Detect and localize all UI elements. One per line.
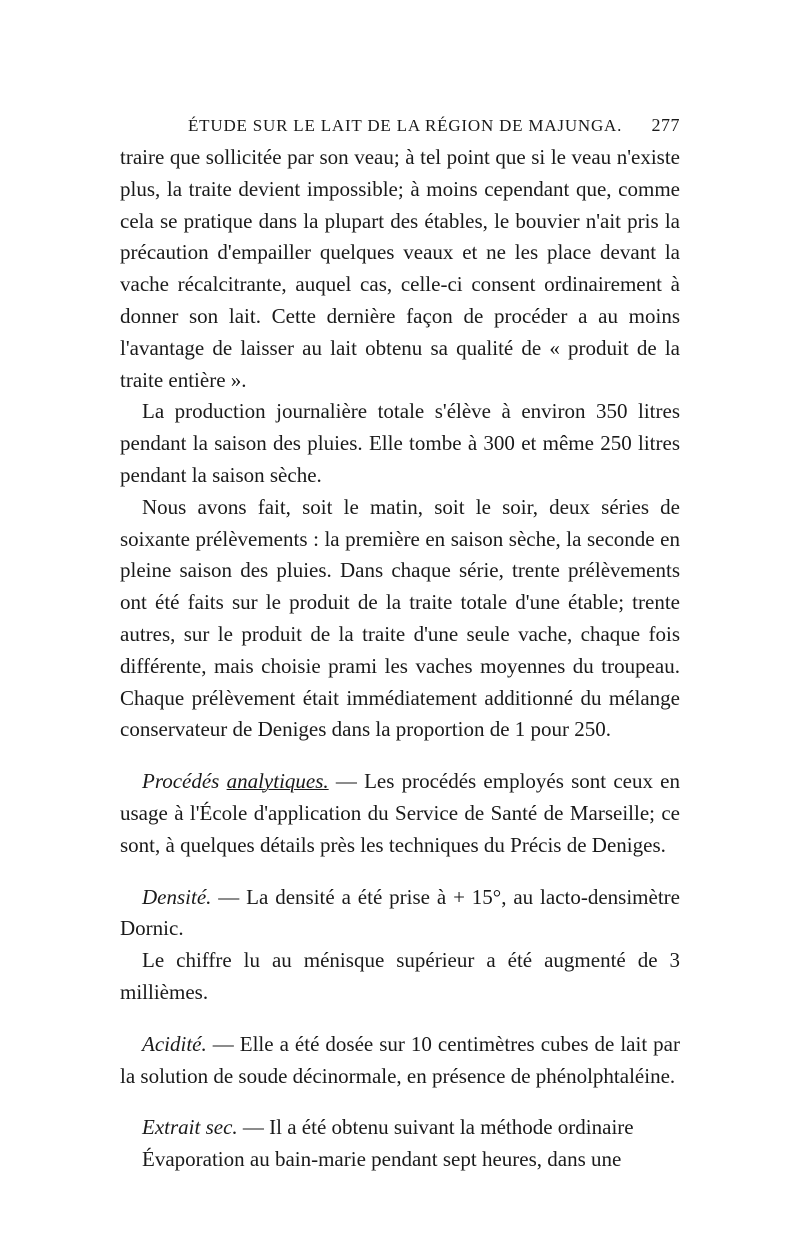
section-heading-acidite: Acidité. [142, 1031, 207, 1056]
section-text-extrait: — Il a été obtenu suivant la méthode ordinaire [237, 1115, 634, 1140]
paragraph-prelevements: Nous avons fait, soit le matin, soit le soir, deux séries de soixante prélèvements : la première en saison sèche, la seconde en pleine saison des pluies. Dans chaque série, trente prélèvements ont été faits sur le produit de la traite totale d'une étable; trente autres, sur le produit de la traite d'une seule vache, chaque fois différente, mais choisie prami les vaches moyennes du troupeau. Chaque prélèvement était immédiatement additionné du mélange conservateur de Deniges dans la proportion de 1 pour 250. [120, 494, 680, 742]
section-acidite [120, 1029, 680, 1093]
section-heading-extrait: Extrait sec. [142, 1115, 238, 1140]
paragraph-traite: traire que sollicitée par son veau; à tel point que si le veau n'existe plus, la traite devient impossible; à moins cependant que, comme cela se pratique dans la plupart des étables, le bouvier n'ait pris la précaution d'empailler quelques veaux et ne les place devant la vache récalcitrante, auquel cas, celle-ci consent ordinairement à donner son lait. Cette dernière façon de procéder a au moins l'avantage de laisser au lait obtenu sa qualité de « produit de la traite entière ». [120, 145, 680, 392]
section-text-densite: — La densité a été prise à + 15°, au lacto-densimètre Dornic. [120, 884, 680, 941]
section-densite [120, 882, 680, 946]
section-extrait [120, 1112, 680, 1144]
running-header [120, 115, 680, 136]
section-heading-procedes: Procédés analytiques. [142, 769, 329, 794]
paragraph-densite-correction: Le chiffre lu au ménisque supérieur a été augmenté de 3 millièmes. [120, 948, 680, 1004]
book-page [120, 115, 680, 1176]
section-procedes [120, 766, 680, 861]
section-heading-densite: Densité. [142, 884, 212, 909]
running-title: ÉTUDE SUR LE LAIT DE LA RÉGION DE MAJUNGA. [188, 116, 623, 135]
page-number: 277 [651, 115, 680, 135]
paragraph-extrait-evaporation: Évaporation au bain-marie pendant sept heures, dans une [142, 1147, 622, 1172]
section-text-procedes: — Les procédés employés sont ceux en usage à l'École d'application du Service de Santé de Marseille; ce sont, à quelques détails près les techniques du Précis de Deniges. [120, 769, 681, 857]
section-text-acidite: — Elle a été dosée sur 10 centimètres cubes de lait par la solution de soude décinormale, en présence de phénolphtaléine. [120, 1031, 680, 1088]
paragraph-production: La production journalière totale s'élève à environ 350 litres pendant la saison des pluies. Elle tombe à 300 et même 250 litres pendant la saison sèche. [120, 399, 680, 487]
